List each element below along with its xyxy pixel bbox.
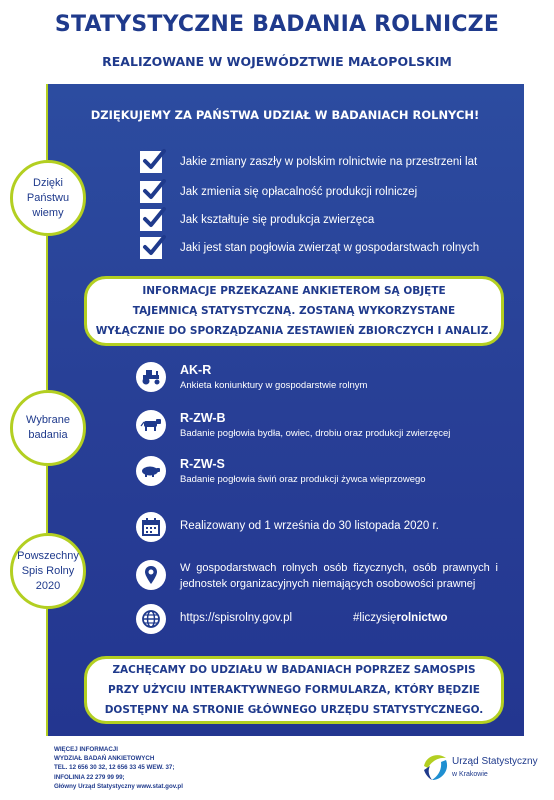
survey-code: R-ZW-S	[180, 457, 225, 471]
thanks-heading: DZIĘKUJEMY ZA PAŃSTWA UDZIAŁ W BADANIACH ROLNYCH!	[90, 108, 480, 122]
cta-text: ZACHĘCAMY DO UDZIAŁU W BADANIACH POPRZEZ SAMOSPIS PRZY UŻYCIU INTERAKTYWNEGO FORMULARZA, KTÓRY BĘDZIE DOSTĘPNY NA STRONIE GŁÓWNEGO URZĘDU STATYSTYCZNEGO.	[104, 664, 484, 716]
checkbox-icon	[140, 237, 162, 259]
list-item-text: Jaki jest stan pogłowia zwierząt w gospodarstwach rolnych	[180, 242, 480, 254]
list-item-text: Jak zmienia się opłacalność produkcji rolniczej	[180, 186, 418, 198]
checkbox-icon	[140, 209, 162, 231]
list-item-text: Jakie zmiany zaszły w polskim rolnictwie na przestrzeni lat	[180, 156, 478, 168]
calendar-icon	[136, 512, 166, 542]
footer-line: WYDZIAŁ BADAŃ ANKIETOWYCH	[54, 755, 155, 763]
list-item	[140, 180, 417, 204]
list-item	[140, 236, 479, 260]
footer-line: WIĘCEJ INFORMACJI	[54, 746, 118, 753]
list-item	[140, 150, 477, 174]
tractor-icon	[136, 362, 166, 392]
survey-description: Badanie pogłowia bydła, owiec, drobiu oraz produkcji zwierzęcej	[180, 428, 451, 439]
survey-code: AK-R	[180, 363, 212, 377]
page-subtitle: REALIZOWANE W WOJEWÓDZTWIE MAŁOPOLSKIM	[102, 54, 452, 69]
hashtag-bold: rolnictwo	[396, 612, 448, 624]
badge-selected-surveys-label: Wybrane badania	[26, 414, 70, 441]
census-url-link[interactable]: https://spisrolny.gov.pl	[180, 612, 293, 624]
office-city: w Krakowie	[452, 771, 488, 778]
pig-icon	[136, 456, 166, 486]
footer-contact	[54, 745, 183, 791]
footer-line: INFOLINIA 22 279 99 99;	[54, 773, 125, 781]
office-name: Urząd Statystyczny	[452, 756, 538, 767]
checkbox-icon	[140, 181, 162, 203]
location-pin-icon	[136, 560, 166, 590]
list-item	[140, 208, 374, 232]
survey-code: R-ZW-B	[180, 411, 226, 425]
checkbox-icon	[140, 151, 162, 173]
badge-selected-surveys	[10, 390, 86, 466]
census-dates: Realizowany od 1 września do 30 listopada 2020 r.	[180, 520, 439, 532]
badge-agricultural-census-label: Powszechny Spis Rolny 2020	[17, 549, 79, 592]
badge-agricultural-census	[10, 533, 86, 609]
cta-note	[84, 656, 504, 724]
office-logo-mark	[422, 752, 450, 782]
globe-icon	[136, 604, 166, 634]
page-title: STATYSTYCZNE BADANIA ROLNICZE	[54, 12, 500, 37]
survey-description: Ankieta koniunktury w gospodarstwie rolnym	[180, 380, 368, 391]
survey-description: Badanie pogłowia świń oraz produkcji żywca wieprzowego	[180, 474, 426, 485]
footer-line: TEL. 12 656 30 32, 12 656 33 45 WEW. 37;	[54, 764, 175, 772]
badge-we-know-label: Dzięki Państwu wiemy	[26, 176, 70, 219]
census-scope: W gospodarstwach rolnych osób fizycznych, osób prawnych i jednostek organizacyjnych niemających osobowości prawnej	[180, 562, 498, 590]
footer-line: Główny Urząd Statystyczny www.stat.gov.pl	[54, 782, 183, 790]
census-hashtag	[353, 612, 448, 624]
hashtag-prefix: #liczysię	[353, 612, 397, 624]
list-item-text: Jak kształtuje się produkcja zwierzęca	[180, 214, 375, 226]
confidentiality-note	[84, 276, 504, 346]
badge-we-know	[10, 160, 86, 236]
confidentiality-text: INFORMACJE PRZEKAZANE ANKIETEROM SĄ OBJĘTE TAJEMNICĄ STATYSTYCZNĄ. ZOSTANĄ WYKORZYSTANE WYŁĄCZNIE DO SPORZĄDZANIA ZESTAWIEŃ ZBIORCZYCH I ANALIZ.	[95, 285, 493, 337]
cow-icon	[136, 410, 166, 440]
